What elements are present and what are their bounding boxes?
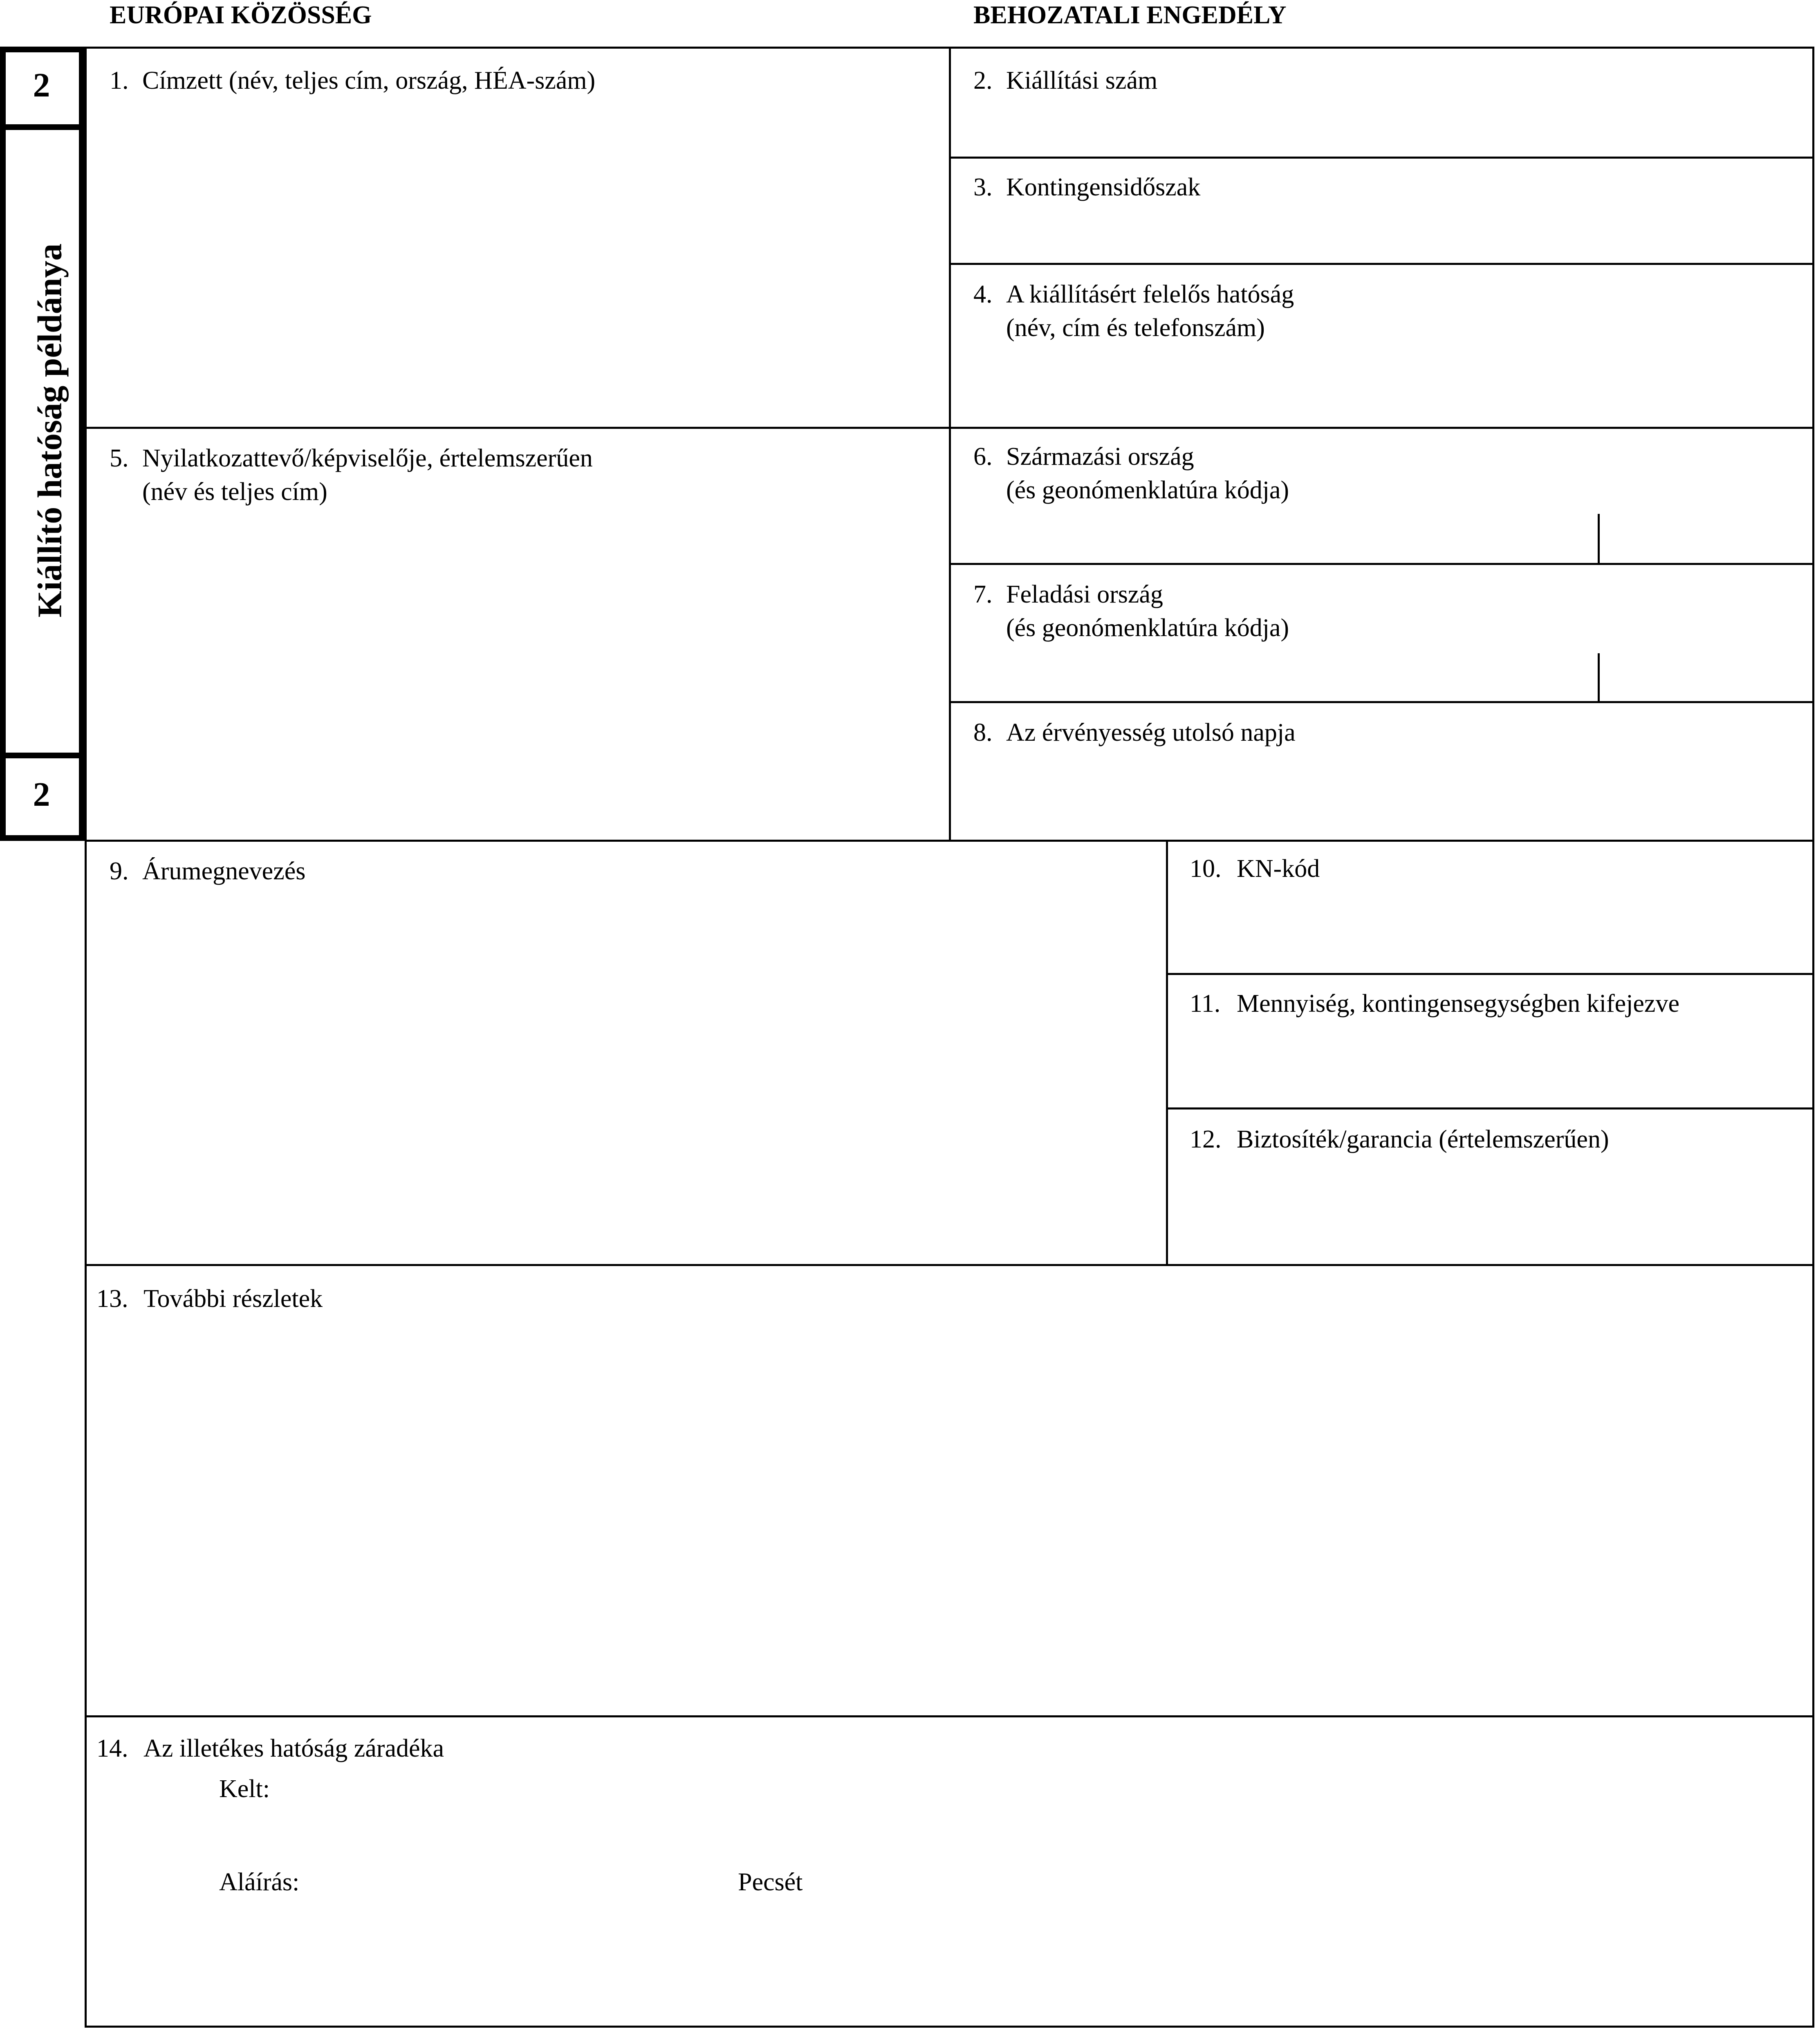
field-1[interactable] — [85, 47, 951, 429]
field-title: Nyilatkozattevő/képviselője, értelemszerűen — [142, 444, 593, 472]
divider — [0, 753, 85, 758]
field-subtitle: (név és teljes cím) — [142, 478, 327, 506]
stamp-label: Pecsét — [738, 1868, 803, 1896]
field-number: 1. — [110, 67, 129, 94]
signature-label: Aláírás: — [219, 1868, 300, 1896]
field-title: További részletek — [143, 1285, 323, 1313]
field-title: Biztosíték/garancia (értelemszerűen) — [1237, 1125, 1609, 1153]
field-title: Címzett (név, teljes cím, ország, HÉA-szám) — [142, 67, 596, 94]
header-left: EURÓPAI KÖZÖSSÉG — [110, 1, 372, 29]
field-subtitle: (név, cím és telefonszám) — [1006, 314, 1265, 342]
field-title: Kiállítási szám — [1006, 67, 1158, 94]
field-number: 3. — [973, 173, 993, 201]
copy-label: Kiállító hatóság példánya — [31, 243, 69, 618]
field-number: 6. — [973, 443, 993, 471]
field-9[interactable] — [85, 840, 1168, 1266]
field-number: 2. — [973, 67, 993, 94]
field-title: Az illetékes hatóság záradéka — [143, 1735, 444, 1762]
header-right: BEHOZATALI ENGEDÉLY — [973, 1, 1287, 29]
field-title: Származási ország — [1006, 443, 1194, 471]
field-title: Az érvényesség utolsó napja — [1006, 719, 1296, 746]
field-title: Kontingensidőszak — [1006, 173, 1201, 201]
field-13[interactable] — [85, 1264, 1814, 1717]
field-number: 8. — [973, 719, 993, 746]
field-number: 11. — [1190, 990, 1221, 1018]
field-subtitle: (és geonómenklatúra kódja) — [1006, 614, 1289, 642]
field-subtitle: (és geonómenklatúra kódja) — [1006, 476, 1289, 504]
field-title: Mennyiség, kontingensegységben kifejezve — [1237, 990, 1679, 1018]
field-number: 5. — [110, 444, 129, 472]
field-title: Feladási ország — [1006, 580, 1163, 608]
field-number: 13. — [96, 1285, 128, 1313]
copy-number-bottom: 2 — [33, 775, 50, 814]
field-number: 9. — [110, 857, 129, 885]
field-title: Árumegnevezés — [142, 857, 306, 885]
field-title: KN-kód — [1237, 855, 1320, 883]
field-number: 14. — [96, 1735, 128, 1762]
code-separator — [1598, 514, 1600, 564]
field-number: 12. — [1190, 1125, 1222, 1153]
date-label: Kelt: — [219, 1775, 270, 1803]
field-number: 7. — [973, 580, 993, 608]
code-separator — [1598, 653, 1600, 702]
field-number: 4. — [973, 280, 993, 308]
field-number: 10. — [1190, 855, 1222, 883]
copy-number-top: 2 — [33, 66, 50, 104]
divider — [0, 124, 85, 130]
field-title: A kiállításért felelős hatóság — [1006, 280, 1294, 308]
